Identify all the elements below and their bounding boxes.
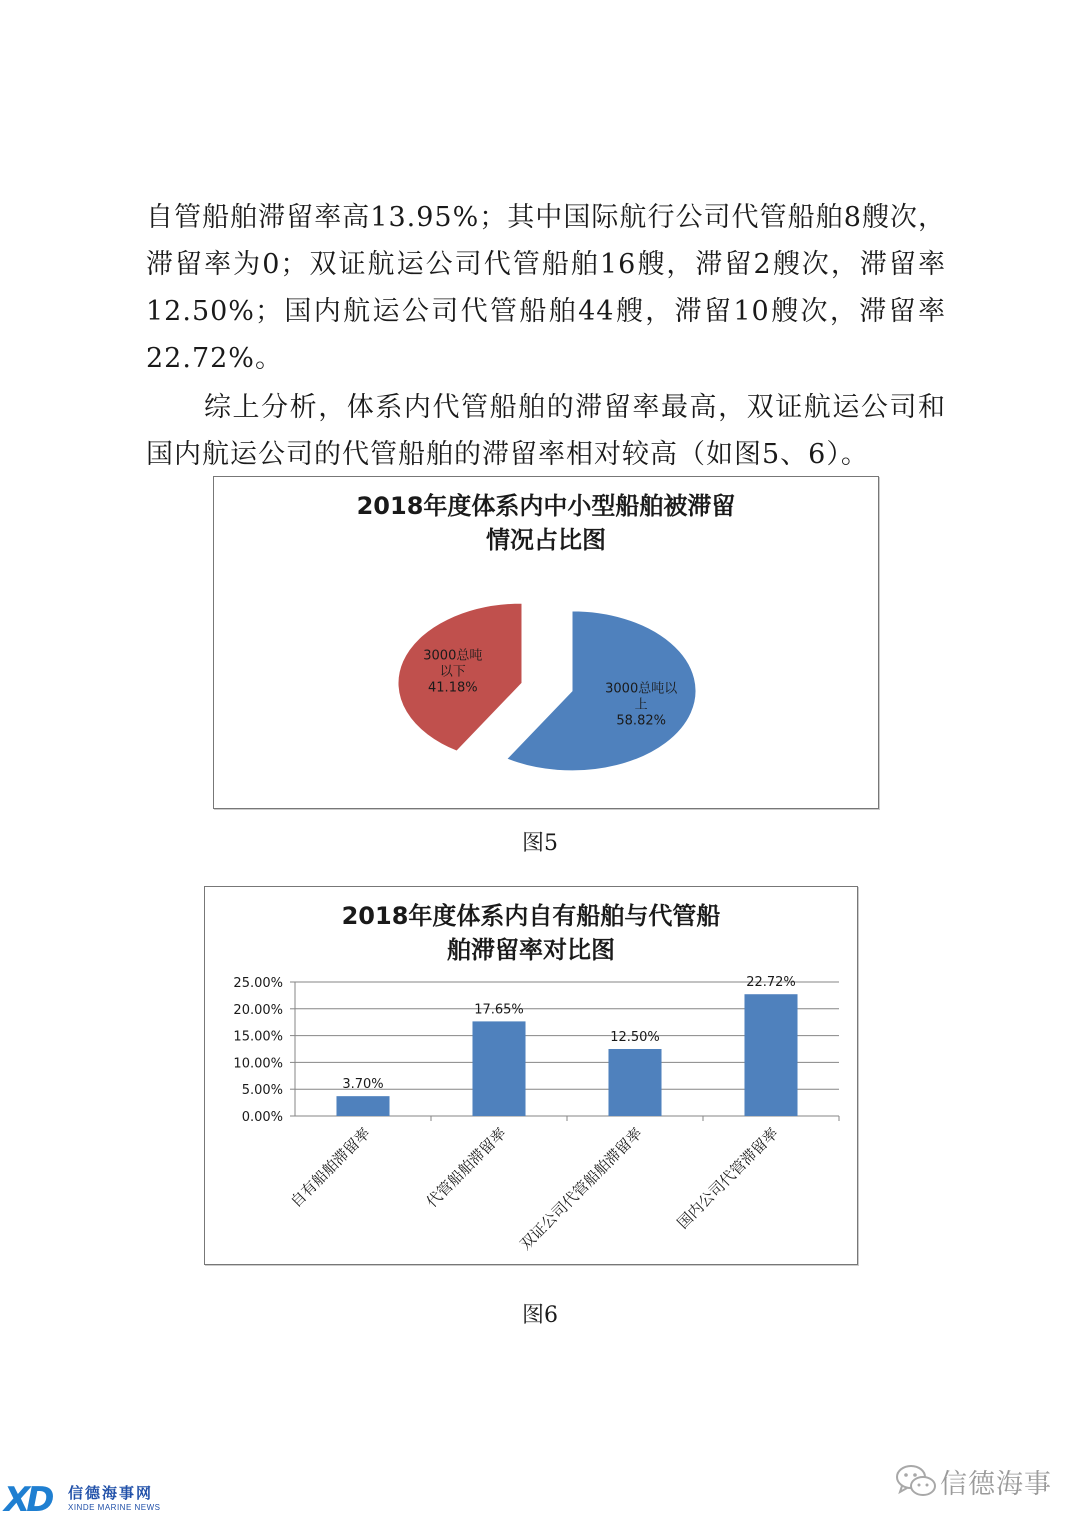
y-tick-label: 25.00% bbox=[233, 976, 283, 991]
y-tick-label: 5.00% bbox=[241, 1083, 283, 1099]
watermark-text: 信德海事 bbox=[940, 1469, 1052, 1500]
pie-slice-label-0: 3000总吨以上 58.82% bbox=[605, 681, 678, 729]
bar-value-label-0: 3.70% bbox=[342, 1077, 384, 1093]
wechat-icon bbox=[894, 1462, 938, 1502]
bar-chart-title-line-1: 2018年度体系内自有船舶与代管船 bbox=[341, 902, 721, 930]
bar-value-label-1: 17.65% bbox=[474, 1002, 524, 1018]
bar-3 bbox=[744, 994, 797, 1116]
figure-6-caption: 图6 bbox=[522, 1303, 558, 1328]
body-paragraph-2: 综上分析，体系内代管船舶的滞留率最高，双证航运公司和国内航运公司的代管船舶的滞留率相对较高（如图5、6）。 bbox=[146, 392, 946, 470]
pie-chart-title-line-2: 情况占比图 bbox=[486, 526, 606, 554]
pie-chart-title-line-1: 2018年度体系内中小型船舶被滞留 bbox=[356, 492, 736, 520]
x-category-label-3: 国内公司代管滞留率 bbox=[673, 1124, 782, 1233]
pie-slice-label-1: 3000总吨以下 41.18% bbox=[423, 648, 483, 696]
logo-english-name: XINDE MARINE NEWS bbox=[68, 1503, 161, 1512]
y-tick-label: 10.00% bbox=[233, 1056, 283, 1072]
x-category-label-2: 双证公司代管船舶滞留率 bbox=[516, 1124, 646, 1254]
bar-1 bbox=[472, 1021, 525, 1116]
bar-chart-title-line-2: 舶滞留率对比图 bbox=[447, 936, 615, 964]
bar-chart-frame bbox=[204, 886, 858, 1265]
logo-mark: XD bbox=[4, 1480, 51, 1520]
bar-0 bbox=[336, 1096, 389, 1116]
site-logo[interactable] bbox=[0, 1478, 200, 1523]
x-category-label-0: 自有船舶滞留率 bbox=[286, 1124, 374, 1212]
figure-5-caption: 图5 bbox=[522, 831, 558, 856]
pie-chart-frame bbox=[213, 476, 879, 809]
bar-value-label-3: 22.72% bbox=[746, 975, 796, 991]
bar-2 bbox=[608, 1049, 661, 1116]
body-paragraph-1: 自管船舶滞留率高13.95%；其中国际航行公司代管船舶8艘次，滞留率为0；双证航运公司代管船舶16艘，滞留2艘次，滞留率12.50%；国内航运公司代管船舶44艘，滞留10艘次，滞留率22.72%。 bbox=[146, 202, 946, 374]
bar-value-label-2: 12.50% bbox=[610, 1030, 660, 1045]
x-category-label-1: 代管船舶滞留率 bbox=[422, 1124, 510, 1212]
wechat-watermark bbox=[894, 1458, 1074, 1502]
logo-chinese-name: 信德海事网 bbox=[68, 1484, 154, 1502]
pie-chart bbox=[214, 477, 877, 807]
y-tick-label: 15.00% bbox=[233, 1029, 283, 1045]
y-tick-label: 20.00% bbox=[233, 1002, 283, 1018]
y-tick-label: 0.00% bbox=[241, 1110, 283, 1125]
bar-chart bbox=[205, 887, 856, 1263]
